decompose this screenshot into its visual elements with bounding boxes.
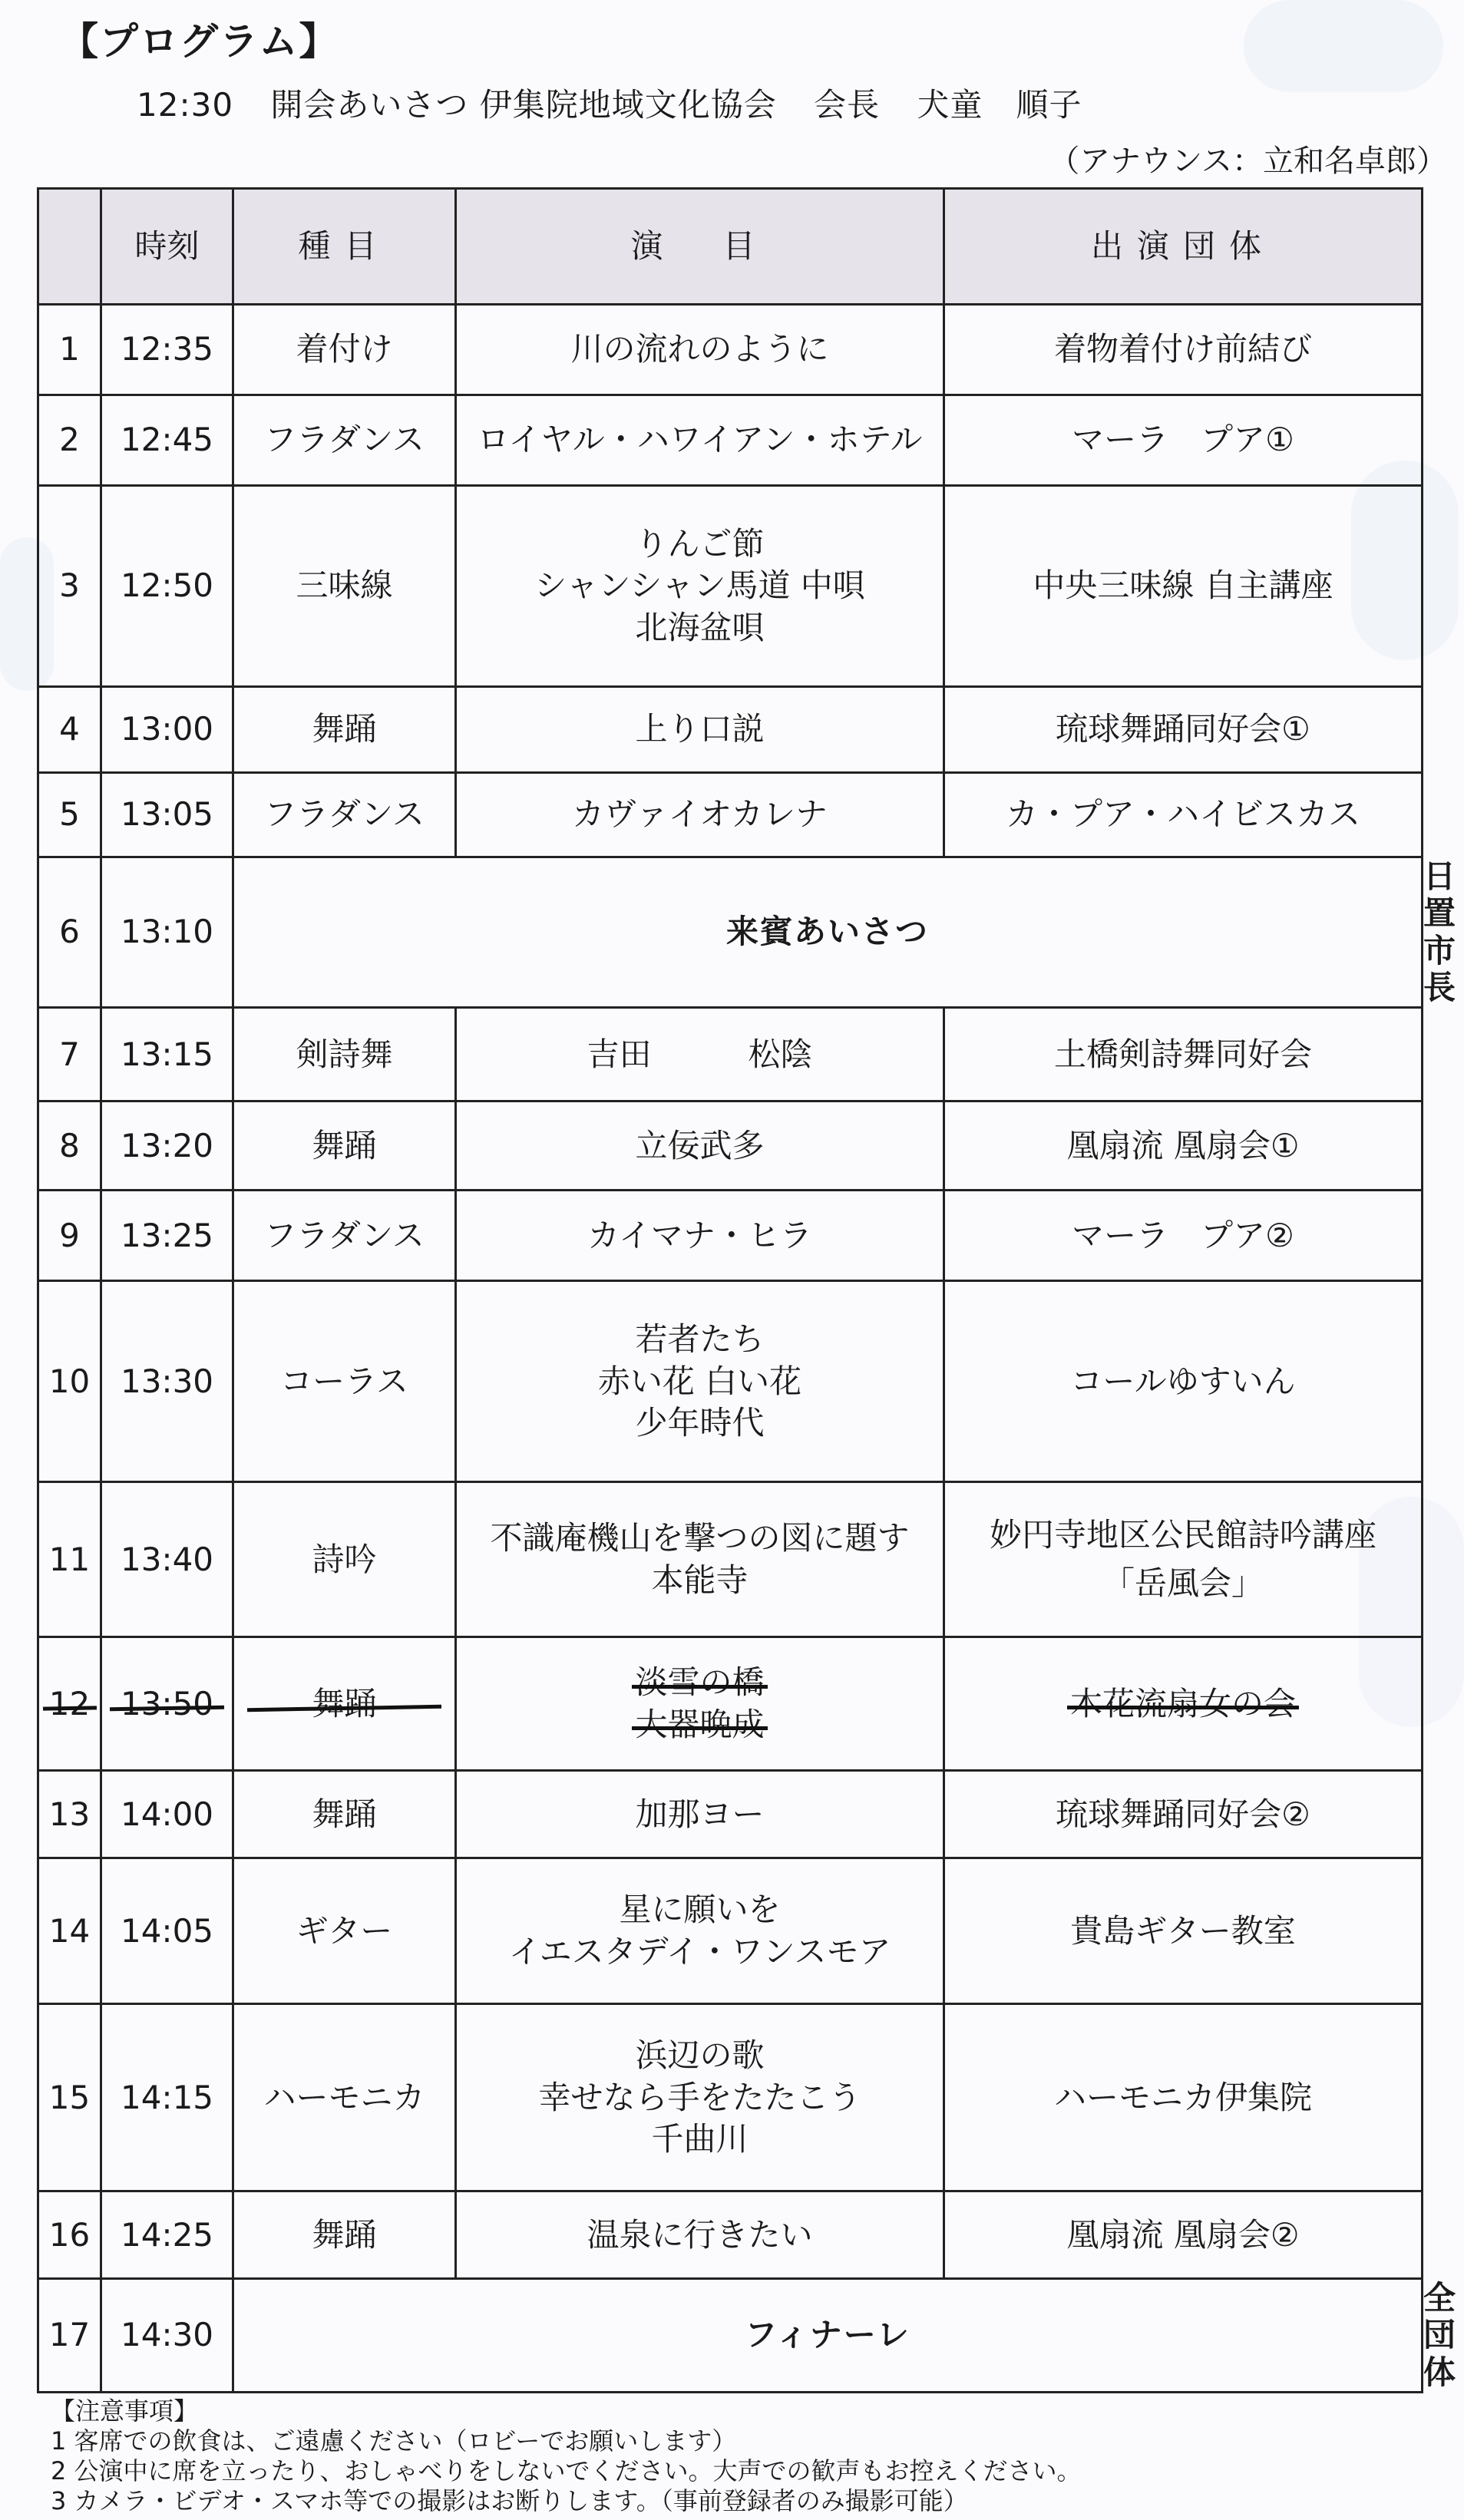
performer-name: 木花流扇女の会 [1069,1684,1296,1722]
performer-name: マーラ プア② [1072,1216,1294,1254]
table-row [38,1858,1423,2004]
header-category: 種目 [233,189,456,305]
row-number: 10 [38,1281,101,1482]
row-titles [456,395,944,486]
table-row [38,395,1423,486]
performer-name: 琉球舞踊同好会① [1056,710,1310,748]
header-performer: 出演団体 [944,189,1423,305]
row-time: 13:00 [101,687,233,773]
row-time: 13:20 [101,1101,233,1191]
performance-title: 北海盆唄 [635,608,765,646]
program-title: 【プログラム】 [60,19,339,64]
row-performer [944,2004,1423,2191]
row-number: 7 [38,1008,101,1101]
program-table [37,187,1458,2393]
table-row [38,1191,1423,1281]
row-time: 12:45 [101,395,233,486]
row-performer [944,1008,1423,1101]
performance-title: 温泉に行きたい [587,2215,813,2254]
row-number: 12 [38,1637,101,1771]
table-header-row [38,189,1423,305]
performance-title: 上り口説 [635,710,765,748]
row-number: 13 [38,1771,101,1858]
performance-title: 不識庵機山を撃つの図に題す [490,1519,910,1557]
row-performer [944,1858,1423,2004]
performer-name: 着物着付け前結び [1053,330,1312,368]
performer-name: コールゆすいん [1070,1362,1296,1400]
row-performer [944,1637,1423,1771]
row-performer [944,1191,1423,1281]
row-category: フラダンス [233,1191,456,1281]
performance-title: カヴァイオカレナ [571,795,828,834]
opening-remarks [137,80,1109,126]
row-time: 13:25 [101,1191,233,1281]
performance-title: ロイヤル・ハワイアン・ホテル [477,421,923,459]
row-time: 12:35 [101,305,233,395]
row-number: 14 [38,1858,101,2004]
row-category: 着付け [233,305,456,395]
performance-title: 若者たち [635,1320,765,1359]
row-category: コーラス [233,1281,456,1482]
row-time: 13:50 [101,1637,233,1771]
struck-title: 大器晩成 [635,1705,765,1743]
header-time: 時刻 [101,189,233,305]
header-title: 演 目 [456,189,944,305]
performer-name: ハーモニカ伊集院 [1053,2078,1312,2116]
bleed-through-shape [1244,0,1443,92]
performer-name: 土橋剣詩舞同好会 [1053,1035,1312,1073]
row-performer [944,1482,1423,1637]
performer-name: カ・プア・ハイビスカス [1005,795,1360,834]
row-number: 6 [38,857,101,1008]
row-titles [456,1482,944,1637]
row-titles [456,1858,944,2004]
row-category: 舞踊 [233,2191,456,2279]
table-row [38,773,1423,857]
table-row [38,1771,1423,1858]
row-special-title: フィナーレ [233,2279,1423,2393]
notes-section [51,2396,1082,2516]
row-titles [456,2004,944,2191]
performance-title [457,1706,943,1743]
performance-title: 川の流れのように [570,330,829,368]
row-number: 1 [38,305,101,395]
announcer-credit: （アナウンス：立和名卓郎） [1049,144,1447,179]
row-number: 4 [38,687,101,773]
performer-name: 凰扇流 凰扇会① [1066,1126,1300,1164]
row-titles [456,486,944,687]
row-time: 13:40 [101,1482,233,1637]
row-number: 9 [38,1191,101,1281]
row-category: 舞踊 [233,687,456,773]
performance-title: 千曲川 [651,2119,749,2158]
performance-title: 赤い花 白い花 [597,1362,802,1400]
row-number: 11 [38,1482,101,1637]
performance-title: 本能寺 [651,1561,749,1599]
row-number: 5 [38,773,101,857]
row-time: 14:00 [101,1771,233,1858]
row-time: 13:15 [101,1008,233,1101]
table-row [38,305,1423,395]
row-performer [944,486,1423,687]
row-category: 舞踊 [233,1637,456,1771]
row-category: 詩吟 [233,1482,456,1637]
note-item: 2 公演中に席を立ったり、おしゃべりをしないでください。大声での歓声もお控えください。 [51,2456,1082,2486]
table-row: 17 14:30 フィナーレ 全団体 [38,2279,1423,2393]
row-titles [456,305,944,395]
performer-name: 琉球舞踊同好会② [1056,1795,1310,1833]
performance-title: イエスタデイ・ワンスモア [508,1932,891,1970]
struck-title: 淡雪の橋 [635,1663,765,1702]
table-row [38,1101,1423,1191]
row-category: 舞踊 [233,1771,456,1858]
performer-name: マーラ プア① [1072,421,1294,459]
table-row [38,2191,1423,2279]
row-category: ギター [233,1858,456,2004]
row-performer [944,1101,1423,1191]
row-performer [944,773,1423,857]
table-row [38,486,1423,687]
notes-heading: 【注意事項】 [51,2396,199,2426]
performance-title: 星に願いを [619,1891,781,1929]
row-titles [456,1008,944,1101]
row-time: 13:05 [101,773,233,857]
row-titles [456,1771,944,1858]
performance-title: 立佞武多 [635,1126,765,1164]
table-row: 6 13:10 来賓あいさつ 日置市長 [38,857,1423,1008]
row-category: フラダンス [233,395,456,486]
row-number: 2 [38,395,101,486]
performer-name: 中央三味線 自主講座 [1033,566,1333,605]
row-performer [944,2191,1423,2279]
row-titles [456,687,944,773]
row-category: 舞踊 [233,1101,456,1191]
performer-name: 凰扇流 凰扇会② [1066,2215,1300,2254]
performance-title: 少年時代 [635,1403,765,1442]
performance-title: カイマナ・ヒラ [587,1216,812,1254]
row-time: 14:15 [101,2004,233,2191]
header-no [38,189,101,305]
row-category: 三味線 [233,486,456,687]
row-category: 剣詩舞 [233,1008,456,1101]
row-titles [456,1101,944,1191]
row-time: 13:10 [101,857,233,1008]
row-performer [944,687,1423,773]
table-body [38,305,1458,2393]
row-time: 12:50 [101,486,233,687]
performance-title [457,1664,943,1701]
opening-event: 開会あいさつ 伊集院地域文化協会 [270,86,777,124]
performer-name: 妙円寺地区公民館詩吟講座 [989,1516,1376,1554]
row-titles [456,773,944,857]
opening-time: 12:30 [137,86,234,124]
row-number: 17 [38,2279,101,2393]
row-number: 8 [38,1101,101,1191]
performer-name: 貴島ギター教室 [1070,1911,1296,1950]
row-category: フラダンス [233,773,456,857]
row-time: 13:30 [101,1281,233,1482]
row-special-title: 来賓あいさつ [233,857,1423,1008]
note-item: 1 客席での飲食は、ご遠慮ください（ロビーでお願いします） [51,2426,737,2456]
row-performer [944,1281,1423,1482]
row-time: 14:25 [101,2191,233,2279]
table-row [38,1637,1423,1771]
performance-title: シャンシャン馬道 中唄 [534,566,865,605]
row-titles [456,1281,944,1482]
performance-title: 加那ヨー [635,1795,765,1833]
performer-subname: 「岳風会」 [1102,1564,1264,1602]
performance-title: 幸せなら手をたたこう [538,2078,861,2116]
performance-title: 吉田 松陰 [587,1035,813,1073]
table-row [38,1482,1423,1637]
row-performer [944,1771,1423,1858]
table-row [38,2004,1423,2191]
row-time: 14:30 [101,2279,233,2393]
row-titles [456,1191,944,1281]
row-number: 3 [38,486,101,687]
row-titles [456,2191,944,2279]
row-time: 14:05 [101,1858,233,2004]
row-titles [456,1637,944,1771]
performance-title: 浜辺の歌 [635,2036,765,2075]
row-category: ハーモニカ [233,2004,456,2191]
table-row [38,687,1423,773]
table-row [38,1281,1423,1482]
opening-role: 会長 [814,86,881,124]
row-performer [944,305,1423,395]
note-item: 3 カメラ・ビデオ・スマホ等での撮影はお断りします。（事前登録者のみ撮影可能） [51,2486,968,2516]
row-number: 15 [38,2004,101,2191]
table-row [38,1008,1423,1101]
performance-title: りんご節 [635,525,765,563]
row-number: 16 [38,2191,101,2279]
row-performer [944,395,1423,486]
opening-person: 犬童 順子 [917,86,1082,124]
